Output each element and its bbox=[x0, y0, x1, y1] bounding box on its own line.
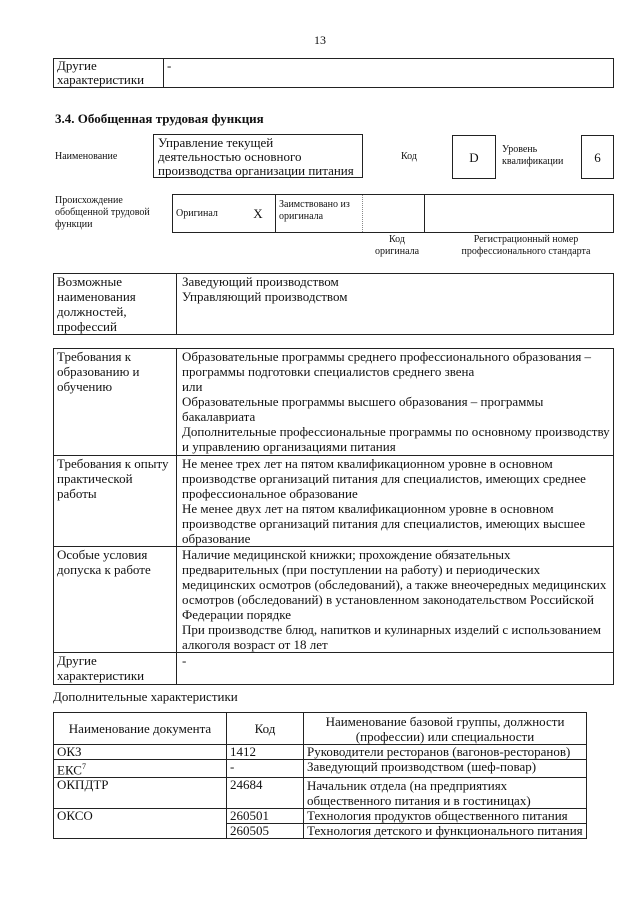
additional-title: Дополнительные характеристики bbox=[53, 689, 238, 704]
requirement-line: При производстве блюд, напитков и кулинарных изделий с использованием алкоголя возраст от 18 лет bbox=[182, 622, 602, 652]
code-label: Код bbox=[401, 151, 417, 162]
row-name: Технология детского и функционального питания bbox=[304, 824, 587, 839]
code-original-cell bbox=[363, 195, 425, 233]
position-item: Заведующий производством bbox=[182, 274, 339, 289]
requirements-table bbox=[53, 348, 614, 685]
header-name: Наименование базовой группы, должности (профессии) или специальности bbox=[304, 713, 587, 745]
requirement-line: Образовательные программы высшего образования – программы бакалавриата bbox=[182, 394, 544, 424]
row-doc: ОКСО bbox=[54, 809, 227, 824]
name-label: Наименование bbox=[55, 151, 118, 162]
requirement-line: Не менее трех лет на пятом квалификационном уровне в основном производстве организаций питания для специалистов, имеющих среднее профессиональное образование bbox=[182, 456, 586, 501]
origin-table bbox=[172, 194, 614, 233]
function-name-box: Управление текущей деятельностью основного производства организации питания bbox=[153, 134, 363, 178]
requirement-label: Другие характеристики bbox=[54, 653, 177, 685]
requirement-line: Дополнительные профессиональные программы по основному производству и управлению организациями питания bbox=[182, 424, 610, 454]
table-row bbox=[54, 745, 587, 760]
row-name: Заведующий производством (шеф-повар) bbox=[304, 760, 587, 778]
header-code: Код bbox=[227, 713, 304, 745]
level-value-box: 6 bbox=[581, 135, 614, 179]
code-original-caption: Код оригинала bbox=[374, 234, 420, 257]
positions-values bbox=[177, 274, 614, 335]
footnote-mark: 7 bbox=[81, 762, 86, 771]
row-name: Технология продуктов общественного питания bbox=[304, 809, 587, 824]
requirement-line: - bbox=[182, 653, 187, 668]
code-value-box: D bbox=[452, 135, 496, 179]
level-label: Уровень квалификации bbox=[502, 144, 564, 167]
other-characteristics-top-table bbox=[53, 58, 614, 88]
requirement-label: Требования к опыту практической работы bbox=[54, 456, 177, 547]
row-doc: ОКПДТР bbox=[54, 778, 227, 809]
row-doc: ОКЗ bbox=[54, 745, 227, 760]
requirement-content bbox=[177, 653, 614, 685]
table-row bbox=[54, 824, 587, 839]
requirement-line: Образовательные программы среднего профессионального образования – программы подготовки специалистов среднего звена bbox=[182, 349, 592, 379]
page-number: 13 bbox=[314, 33, 326, 47]
origin-label: Происхождение обобщенной трудовой функции bbox=[55, 195, 150, 230]
requirement-line: или bbox=[182, 379, 203, 394]
row-name: Руководители ресторанов (вагонов-ресторанов) bbox=[304, 745, 587, 760]
row-code: 260501 bbox=[227, 809, 304, 824]
row-code: 24684 bbox=[227, 778, 304, 809]
positions-table bbox=[53, 273, 614, 335]
header-doc: Наименование документа bbox=[54, 713, 227, 745]
additional-table bbox=[53, 712, 587, 839]
requirement-label: Особые условия допуска к работе bbox=[54, 547, 177, 653]
row-doc-text: ЕКС bbox=[57, 762, 82, 778]
requirement-content bbox=[177, 349, 614, 456]
position-item: Управляющий производством bbox=[182, 289, 348, 304]
original-label: Оригинал bbox=[173, 195, 242, 233]
row-name: Начальник отдела (на предприятиях общественного питания и в гостиницах) bbox=[304, 778, 587, 809]
other-characteristics-label: Другие характеристики bbox=[54, 59, 164, 88]
row-code: 1412 bbox=[227, 745, 304, 760]
table-row bbox=[54, 778, 587, 809]
section-title: 3.4. Обобщенная трудовая функция bbox=[55, 111, 264, 126]
original-mark: X bbox=[241, 195, 276, 233]
reg-number-caption: Регистрационный номер профессионального стандарта bbox=[461, 234, 591, 257]
requirement-line: Наличие медицинской книжки; прохождение обязательных предварительных (при поступлении на работу) и периодических медицинских осмотров (обследований), а также внеочередных медицинских осмотров (обследований) в установленном законодательством Российской Федерации порядке bbox=[182, 547, 607, 622]
other-characteristics-value: - bbox=[164, 59, 614, 88]
borrowed-label: Заимствовано из оригинала bbox=[276, 195, 363, 233]
positions-label: Возможные наименования должностей, профессий bbox=[54, 274, 177, 335]
table-row bbox=[54, 809, 587, 824]
table-row bbox=[54, 760, 587, 778]
requirement-label: Требования к образованию и обучению bbox=[54, 349, 177, 456]
requirement-line: Не менее двух лет на пятом квалификационном уровне в основном производстве организаций питания для специалистов, имеющих высшее образование bbox=[182, 501, 586, 546]
row-code: 260505 bbox=[227, 824, 304, 839]
row-doc bbox=[54, 760, 227, 778]
row-doc bbox=[54, 824, 227, 839]
row-code: - bbox=[227, 760, 304, 778]
reg-number-cell bbox=[425, 195, 614, 233]
requirement-content bbox=[177, 456, 614, 547]
requirement-content bbox=[177, 547, 614, 653]
